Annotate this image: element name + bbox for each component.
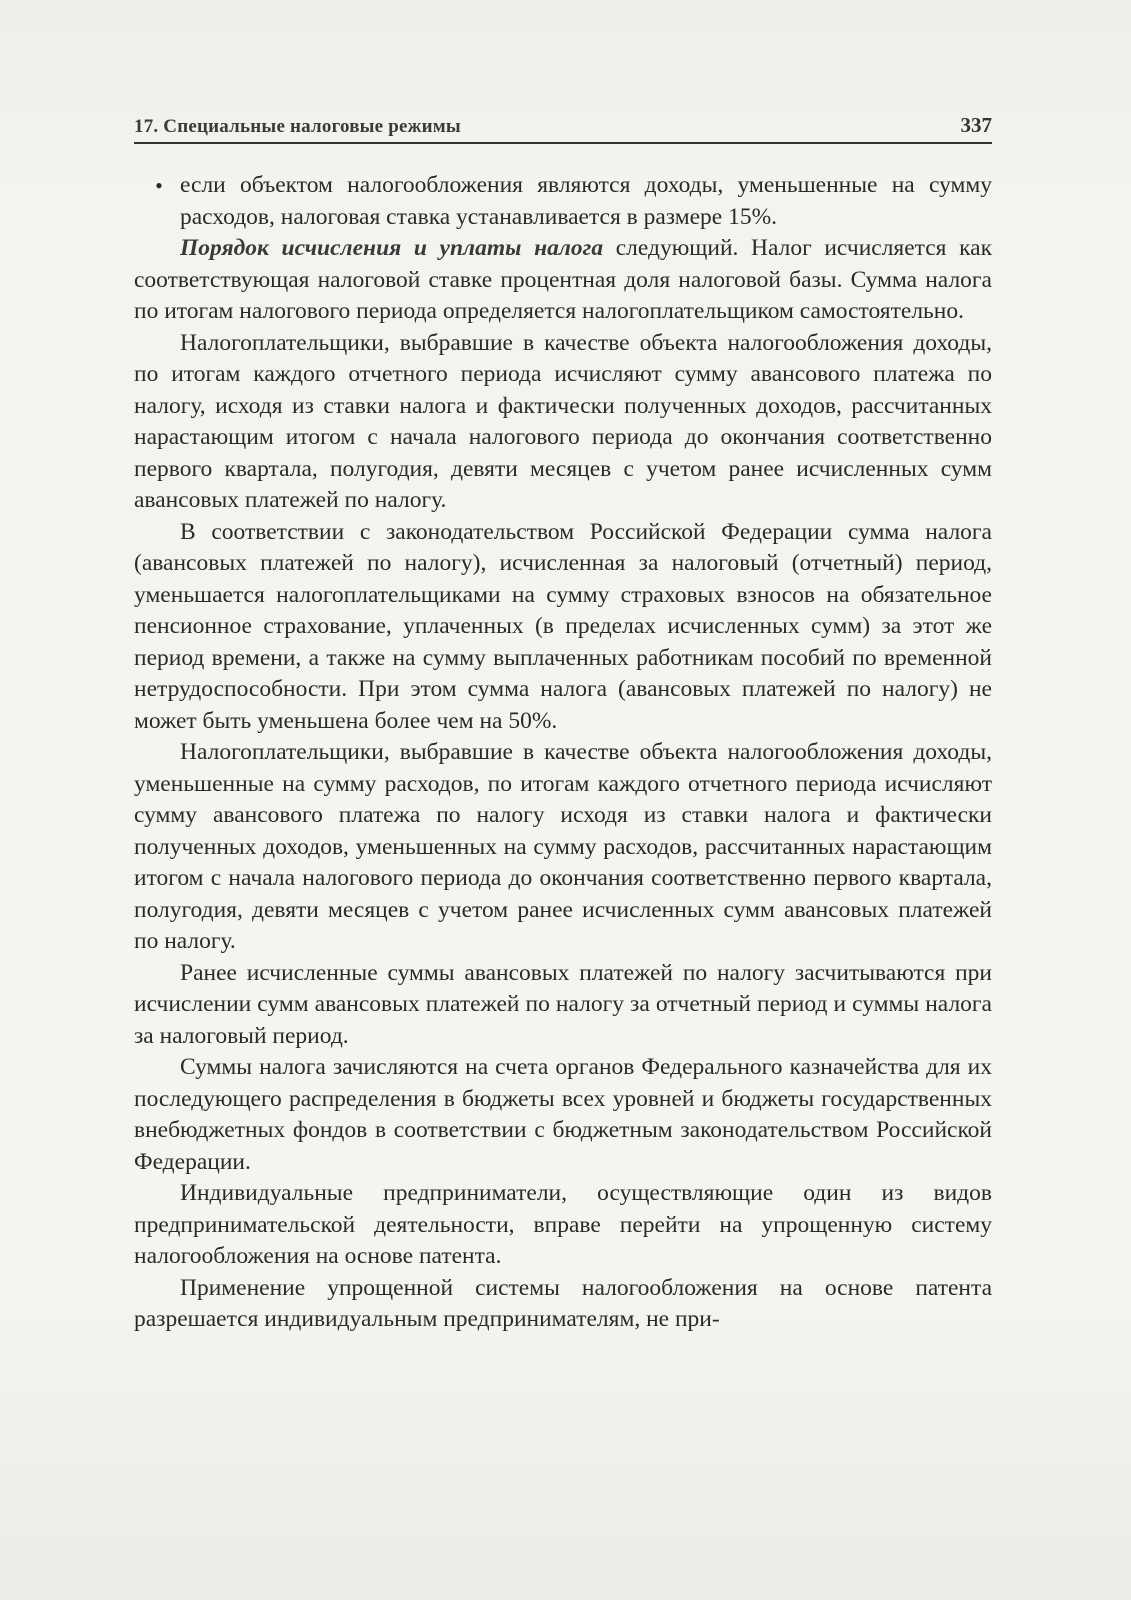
paragraph-7: Индивидуальные предприниматели, осуществляющие один из видов предпринимательской деятельности, вправе перейти на упрощенную систему налогообложения на основе патента. — [134, 1180, 992, 1269]
paragraph-1 — [134, 233, 992, 328]
paragraph-1-text: следующий. Налог исчисляется как соответствующая налоговой ставке процентная доля налоговой базы. Сумма налога по итогам налогового периода определяется налогоплательщиком самостоятельно. — [134, 235, 992, 324]
running-title: 17. Специальные налоговые режимы — [134, 116, 461, 137]
paragraph-2: Налогоплательщики, выбравшие в качестве объекта налогообложения доходы, по итогам каждого отчетного периода исчисляют сумму авансового платежа по налогу, исходя из ставки налога и фактически полученных доходов, рассчитанных нарастающим итогом с начала налогового периода до окончания соответственно первого квартала, полугодия, девяти месяцев с учетом ранее исчисленных сумм авансовых платежей по налогу. — [134, 329, 992, 513]
running-head — [134, 112, 992, 144]
paragraph-5: Ранее исчисленные суммы авансовых платежей по налогу засчитываются при исчислении сумм авансовых платежей по налогу за отчетный период и суммы налога за налоговый период. — [134, 959, 992, 1049]
paragraph-3: В соответствии с законодательством Российской Федерации сумма налога (авансовых платежей по налогу), исчисленная за налоговый (отчетный) период, уменьшается налогоплательщиками на сумму страховых взносов на обязательное пенсионное страхование, уплаченных (в пределах исчисленных сумм) за этот же период времени, а также на сумму выплаченных работникам пособий по временной нетрудоспособности. При этом сумма налога (авансовых платежей по налогу) не может быть уменьшена более чем на 50%. — [134, 518, 992, 734]
paragraph-6: Суммы налога зачисляются на счета органов Федерального казначейства для их последующего распределения в бюджеты всех уровней и бюджеты государственных внебюджетных фондов в соответствии с бюджетным законодательством Российской Федерации. — [134, 1054, 992, 1175]
paragraph-4: Налогоплательщики, выбравшие в качестве объекта налогообложения доходы, уменьшенные на сумму расходов, по итогам каждого отчетного периода исчисляют сумму авансового платежа по налогу исходя из ставки налога и фактически полученных доходов, уменьшенных на сумму расходов, рассчитанных нарастающим итогом с начала налогового периода до окончания соответственно первого квартала, полугодия, девяти месяцев с учетом ранее исчисленных сумм авансовых платежей по налогу. — [134, 739, 992, 954]
emphasized-term: Порядок исчисления и уплаты налога — [180, 235, 604, 261]
page-number: 337 — [960, 113, 992, 137]
bullet-item — [134, 170, 992, 233]
bullet-text: если объектом налогообложения являются доходы, уменьшенные на сумму расходов, налоговая ставка устанавливается в размере 15%. — [180, 172, 992, 230]
page-body — [134, 170, 992, 1336]
bullet-dot-icon: • — [155, 173, 163, 198]
paragraph-8: Применение упрощенной системы налогообложения на основе патента разрешается индивидуальным предпринимателям, не при- — [134, 1274, 992, 1332]
